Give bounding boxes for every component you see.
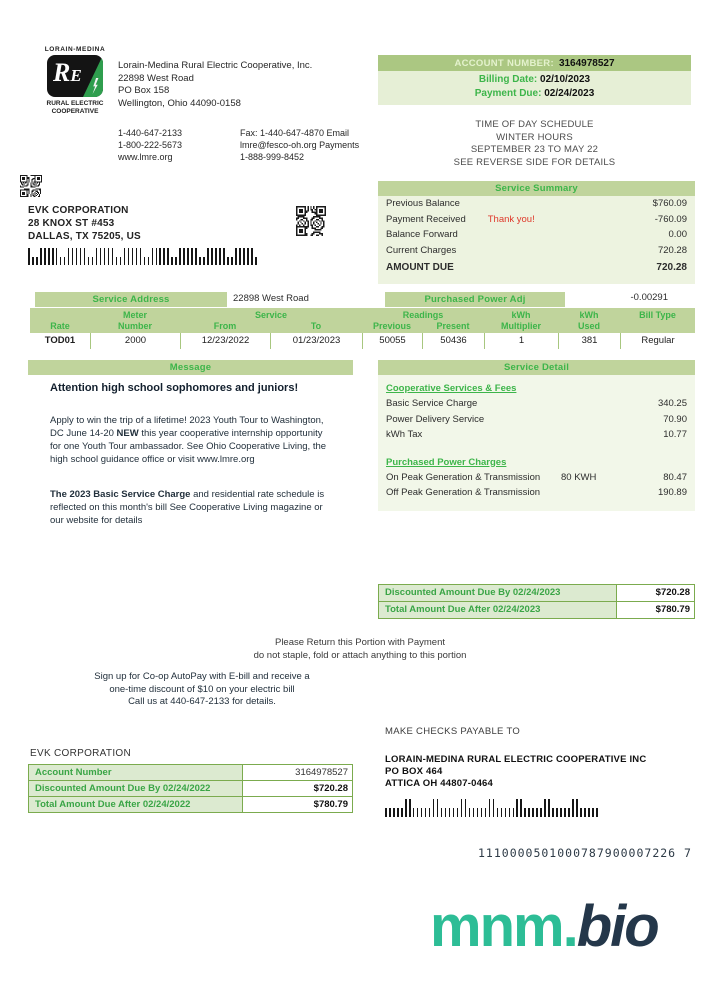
- service-to-cell: 01/23/2023: [270, 333, 362, 349]
- fees-section-heading: Cooperative Services & Fees: [386, 383, 517, 394]
- service-summary-panel: [378, 181, 695, 284]
- amount-due-value: 720.28: [656, 262, 687, 273]
- purchased-power-adj-value: -0.00291: [630, 292, 668, 303]
- customer-address-line: DALLAS, TX 75205, US: [28, 231, 141, 242]
- company-fax-email: [240, 127, 359, 163]
- detail-row: Power Delivery Service 70.90: [386, 413, 687, 425]
- previous-reading-cell: 50055: [362, 333, 422, 349]
- meter-number-cell: 2000: [90, 333, 180, 349]
- account-summary-box: [378, 55, 691, 105]
- payment-due-value: 02/24/2023: [544, 88, 595, 99]
- total-due-value: $780.79: [616, 602, 694, 618]
- mnm-bio-watermark: mnm.bio: [430, 894, 658, 959]
- customer-mailing-address: [28, 204, 141, 243]
- service-detail-title: Service Detail: [378, 360, 695, 375]
- amount-due-box: [378, 584, 695, 619]
- message-panel: [28, 360, 353, 527]
- company-address-line: 22898 West Road: [118, 72, 194, 84]
- qr-code-icon: [20, 175, 42, 197]
- customer-address-line: 28 KNOX ST #453: [28, 218, 115, 229]
- total-due-row: Total Amount Due After 02/24/2023 $780.79: [379, 601, 694, 618]
- remit-account-number: 3164978527: [242, 765, 352, 780]
- thank-you-note: Thank you!: [487, 213, 535, 225]
- detail-row: kWh Tax 10.77: [386, 429, 687, 440]
- account-number-value: 3164978527: [558, 57, 615, 69]
- purchased-power-adj-label-bar: Purchased Power Adj: [385, 292, 565, 307]
- service-address-label-bar: Service Address: [35, 292, 227, 307]
- message-title: Message: [28, 360, 353, 375]
- autopay-promo-note: Sign up for Co-op AutoPay with E-bill and receive a one-time discount of $10 on your electric bill Call us at 440-647-2133 for details.: [94, 671, 310, 707]
- payment-due-line: Payment Due: 02/24/2023: [474, 88, 595, 99]
- summary-row: Current Charges 720.28: [386, 244, 687, 256]
- detail-row: On Peak Generation & Transmission 80 KWH 80.47: [378, 470, 695, 486]
- remit-total-row: Total Amount Due After 02/24/2022 $780.79: [29, 796, 352, 812]
- company-website: www.lmre.org: [118, 152, 173, 162]
- billing-date-line: Billing Date: 02/10/2023: [478, 74, 591, 85]
- re-logo-icon: [47, 55, 103, 97]
- phone-line: 1-440-647-2133: [118, 128, 183, 138]
- payee-address-block: LORAIN-MEDINA RURAL ELECTRIC COOPERATIVE INC PO BOX 464 ATTICA OH 44807-0464: [385, 754, 647, 789]
- account-number-bar: [378, 55, 691, 71]
- account-number-label: ACCOUNT NUMBER:: [454, 57, 554, 69]
- summary-row: Previous Balance $760.09: [386, 198, 687, 209]
- company-address-line: PO Box 158: [118, 85, 170, 96]
- service-summary-title: Service Summary: [378, 181, 695, 196]
- phone-line: 1-800-222-5673: [118, 140, 183, 150]
- bill-type-cell: Regular: [620, 333, 695, 349]
- discounted-due-value: $720.28: [616, 585, 694, 601]
- kwh-used-cell: 381: [558, 333, 620, 349]
- re-monogram: RE: [53, 58, 82, 87]
- multiplier-cell: 1: [484, 333, 558, 349]
- meter-usage-table: [30, 308, 695, 349]
- postal-barcode-icon: [28, 248, 316, 265]
- fax-line: Fax: 1-440-647-4870 Email: [240, 128, 350, 138]
- logo-top-text: LORAIN-MEDINA: [44, 46, 106, 53]
- company-name: Lorain-Medina Rural Electric Cooperative, Inc.: [118, 60, 313, 71]
- kwh-quantity: 80 KWH: [561, 471, 597, 483]
- service-address-value: 22898 West Road: [233, 293, 309, 304]
- remit-account-row: Account Number 3164978527: [29, 765, 352, 780]
- return-portion-note: Please Return this Portion with Payment do not staple, fold or attach anything to this portion: [253, 637, 467, 661]
- remit-postal-barcode-icon: [385, 799, 661, 817]
- customer-name: EVK CORPORATION: [28, 205, 129, 216]
- email-line: lmre@fesco-oh.org Payments: [240, 140, 360, 150]
- summary-row: Balance Forward 0.00: [386, 229, 687, 240]
- amount-due-row: AMOUNT DUE 720.28: [378, 260, 695, 276]
- ocr-scanline: 1110000501000787900007226 7: [478, 846, 692, 860]
- message-body: Apply to win the trip of a lifetime! 2023 Youth Tour to Washington, DC June 14-20 NEW this year cooperative internship opportunity for one Youth Tour ambassador. See Ohio Cooperative Living, the high school guidance office or visit www.lmre.org: [50, 414, 327, 465]
- meter-table-row: [30, 333, 695, 349]
- message-body-2: The 2023 Basic Service Charge and residential rate schedule is reflected on this month's bill See Cooperative Living magazine or our website for details: [50, 488, 325, 526]
- qr-code-icon: [296, 206, 326, 236]
- message-headline: Attention high school sophomores and juniors!: [50, 382, 299, 394]
- payments-phone-line: 1-888-999-8452: [240, 152, 305, 162]
- service-from-cell: 12/23/2022: [180, 333, 270, 349]
- rate-cell: TOD01: [44, 335, 76, 346]
- service-detail-panel: [378, 360, 695, 511]
- company-logo: [34, 46, 116, 116]
- time-of-day-schedule-note: TIME OF DAY SCHEDULE WINTER HOURS SEPTEMBER 23 TO MAY 22 SEE REVERSE SIDE FOR DETAILS: [453, 119, 616, 168]
- company-phones: [118, 127, 182, 163]
- meter-table-header: Meter Service Readings kWh kWh Bill Type Rate Number From To Previous Present Multiplier Used: [30, 308, 695, 333]
- purchased-power-section-heading: Purchased Power Charges: [386, 456, 507, 468]
- present-reading-cell: 50436: [422, 333, 484, 349]
- remit-discounted-row: Discounted Amount Due By 02/24/2022 $720.28: [29, 780, 352, 796]
- summary-row: Payment Received Thank you! -760.09: [378, 212, 695, 228]
- detail-row: Off Peak Generation & Transmission 190.89: [386, 487, 687, 498]
- billing-date-value: 02/10/2023: [540, 74, 591, 85]
- remit-customer-name: EVK CORPORATION: [30, 748, 131, 759]
- company-address-block: [118, 60, 312, 110]
- make-checks-payable-heading: MAKE CHECKS PAYABLE TO: [385, 726, 521, 737]
- discounted-due-row: Discounted Amount Due By 02/24/2023 $720.28: [379, 585, 694, 601]
- company-address-line: Wellington, Ohio 44090-0158: [118, 97, 241, 109]
- detail-row: Basic Service Charge 340.25: [386, 398, 687, 409]
- remittance-table: [28, 764, 353, 813]
- logo-bottom-text: RURAL ELECTRIC COOPERATIVE: [46, 100, 104, 115]
- logo-green-triangle: [83, 55, 103, 97]
